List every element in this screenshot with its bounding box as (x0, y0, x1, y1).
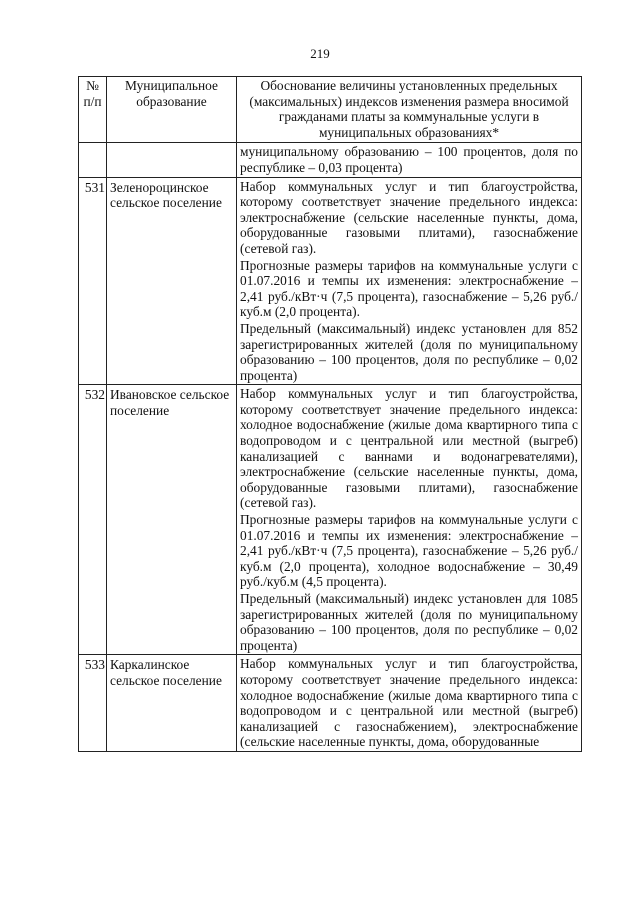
justification-paragraph: Набор коммунальных услуг и тип благоустройства, которому соответствует значение предельного индекса: холодное водоснабжение (жилые дома квартирного типа с водопроводом и с центральной или местной (выгреб) канализацией с газоснабжением), электроснабжение (сельские населенные пункты, дома, оборудованные (240, 656, 578, 750)
table-row (79, 177, 582, 385)
page-number: 219 (310, 46, 330, 61)
row-number: 532 (79, 385, 107, 655)
continuation-row (79, 143, 582, 177)
justification-paragraph: Набор коммунальных услуг и тип благоустройства, которому соответствует значение предельного индекса: холодное водоснабжение (жилые дома квартирного типа с водопроводом и с центральной или местной (выгреб) канализацией с ваннами и водонагревателями), электроснабжение (сельские населенные пункты, дома, оборудованные газовыми плитами), газоснабжение (сетевой газ). (240, 386, 578, 511)
justification-paragraph: Прогнозные размеры тарифов на коммунальные услуги с 01.07.2016 и темпы их изменения: электроснабжение – 2,41 руб./кВт·ч (7,5 процента), газоснабжение – 5,26 руб./куб.м (2,0 процента), холодное водоснабжение – 30,49 руб./куб.м (4,5 процента). (240, 512, 578, 590)
table-header-row (79, 77, 582, 143)
justification-cell (237, 655, 582, 752)
justification-paragraph: Набор коммунальных услуг и тип благоустройства, которому соответствует значение предельного индекса: электроснабжение (сельские населенные пункты, дома, оборудованные газовыми плитами), газоснабжение (сетевой газ). (240, 178, 578, 256)
justification-paragraph: Прогнозные размеры тарифов на коммунальные услуги с 01.07.2016 и темпы их изменения: электроснабжение – 2,41 руб./кВт·ч (7,5 процента), газоснабжение – 5,26 руб./куб.м (2,0 процента). (240, 257, 578, 320)
municipality-name: Ивановское сельское поселение (107, 385, 237, 655)
table-row (79, 385, 582, 655)
justification-cell (237, 385, 582, 655)
justification-cell (237, 177, 582, 385)
indices-table (78, 76, 582, 752)
table-row (79, 655, 582, 752)
municipality-name: Каркалинское сельское поселение (107, 655, 237, 752)
header-municipality: Муниципальное образование (107, 77, 237, 143)
continuation-num-cell (79, 143, 107, 177)
header-justification: Обоснование величины установленных предельных (максимальных) индексов изменения размера вносимой гражданами платы за коммунальные услуги в муниципальных образованиях* (237, 77, 582, 143)
justification-paragraph: Предельный (максимальный) индекс установлен для 1085 зарегистрированных жителей (доля по муниципальному образованию – 100 процентов, доля по республике – 0,02 процента) (240, 591, 578, 653)
justification-paragraph: Предельный (максимальный) индекс установлен для 852 зарегистрированных жителей (доля по муниципальному образованию – 100 процентов, доля по республике – 0,02 процента) (240, 320, 578, 383)
row-number: 533 (79, 655, 107, 752)
municipality-name: Зеленороцинское сельское поселение (107, 177, 237, 385)
header-num: № п/п (79, 77, 107, 143)
continuation-text: муниципальному образованию – 100 процентов, доля по республике – 0,03 процента) (237, 143, 582, 177)
continuation-muni-cell (107, 143, 237, 177)
row-number: 531 (79, 177, 107, 385)
